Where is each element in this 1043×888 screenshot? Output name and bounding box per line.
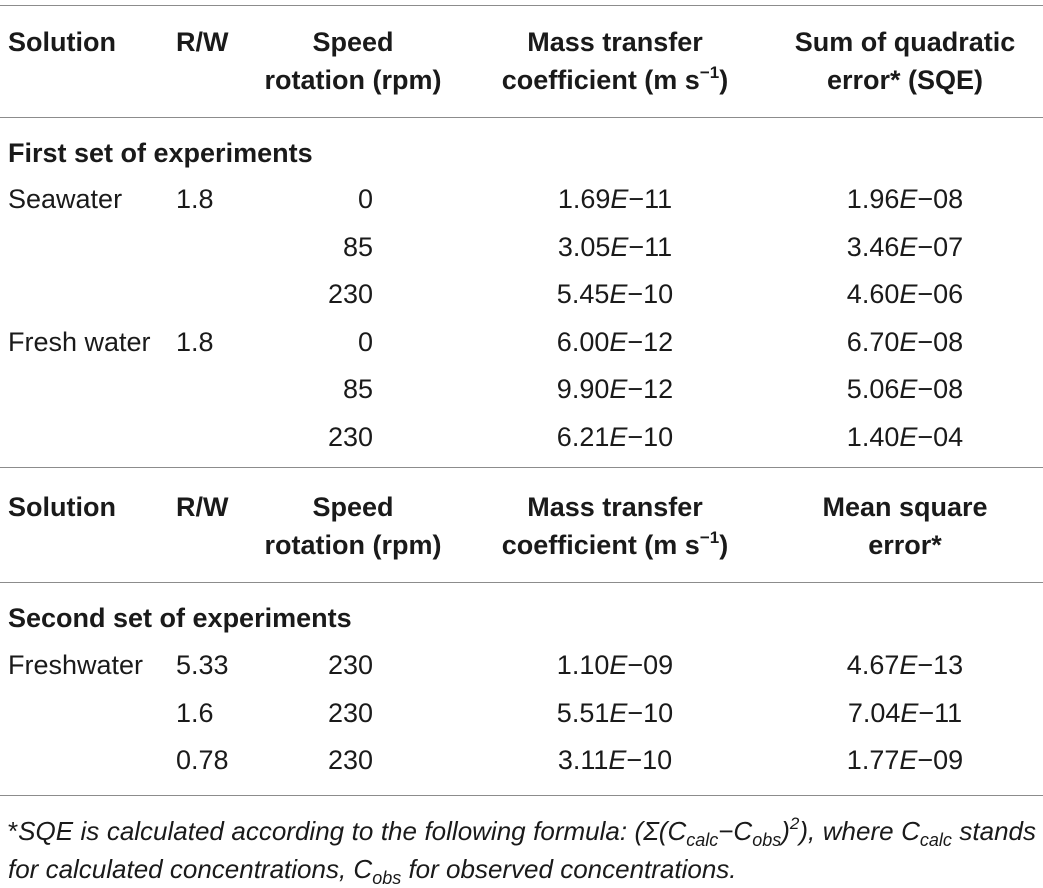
header2-speed-line1: Speed [312, 492, 394, 522]
header1-rw: R/W [176, 27, 229, 57]
row-rw: 1.8 [176, 326, 214, 357]
header1-solution: Solution [8, 27, 116, 57]
row-speed: 230 [327, 422, 373, 452]
row-mass-transfer: 3.11E−10 [557, 745, 673, 775]
row-mass-transfer: 1.10E−09 [556, 650, 674, 680]
section2-title: Second set of experiments [8, 603, 352, 633]
row-mass-transfer: 6.21E−10 [556, 422, 674, 452]
header1-mtc-line2: coefficient (m $s^{-1}$) [501, 63, 729, 95]
row-solution: Fresh water [8, 326, 151, 357]
row-speed: 230 [327, 279, 373, 310]
row-solution: Seawater [8, 184, 123, 214]
row-speed: 85 [342, 374, 373, 405]
row-rw: 0.78 [176, 745, 229, 775]
row-mass-transfer: 3.05E−11 [557, 231, 673, 262]
row-mass-transfer: 5.51E−10 [556, 697, 674, 728]
row-solution: Freshwater [8, 650, 144, 680]
header2-mtc-line2: coefficient (m $s^{-1}$) [501, 528, 729, 560]
row-mass-transfer: 5.45E−10 [556, 279, 674, 310]
row-error: 5.06E−08 [846, 374, 964, 405]
row-error: 1.77E−09 [846, 745, 964, 775]
footnote: *SQE is calculated according to the following formula: $(\Sigma(C_{calc}-C_{obs})^2)$, where $C_{calc}$ stands for calculated concentrations, $C_{obs}$ for observed concentrations. [8, 814, 1036, 888]
header2-mtc-line1: Mass transfer [527, 492, 703, 522]
row-error: 1.40E−04 [846, 422, 964, 452]
row-error: 4.60E−06 [846, 279, 964, 310]
header2-error-line2: error* [868, 530, 942, 560]
row-error: 7.04E−11 [847, 697, 963, 728]
row-speed: 230 [327, 745, 373, 775]
row-speed: 0 [357, 326, 373, 357]
row-rw: 5.33 [176, 650, 229, 680]
header2-error-line1: Mean square [822, 492, 988, 522]
header2-speed-line2: rotation (rpm) [264, 530, 442, 560]
footnote-star: * [8, 816, 19, 846]
row-mass-transfer: 1.69E−11 [557, 184, 673, 214]
header1-mtc-line1: Mass transfer [527, 27, 703, 57]
row-error: 3.46E−07 [846, 231, 964, 262]
section1-end-rule [0, 467, 1043, 468]
row-mass-transfer: 6.00E−12 [556, 326, 674, 357]
row-error: 1.96E−08 [846, 184, 964, 214]
row-mass-transfer: 9.90E−12 [556, 374, 674, 405]
header1-speed-line2: rotation (rpm) [264, 65, 442, 95]
top-rule [0, 5, 1043, 6]
row-rw: 1.6 [176, 697, 214, 728]
header1-error-line2: error* (SQE) [826, 65, 984, 95]
row-rw: 1.8 [176, 184, 214, 214]
section1-title: First set of experiments [8, 138, 313, 168]
header2-rw: R/W [176, 492, 229, 522]
table-bottom-rule [0, 795, 1043, 796]
row-speed: 0 [357, 184, 373, 214]
header1-rule [0, 117, 1043, 118]
row-speed: 230 [327, 650, 373, 680]
header2-rule [0, 582, 1043, 583]
header1-speed-line1: Speed [312, 27, 394, 57]
row-error: 4.67E−13 [846, 650, 964, 680]
header2-solution: Solution [8, 492, 116, 522]
row-error: 6.70E−08 [846, 326, 964, 357]
row-speed: 85 [342, 231, 373, 262]
header1-error-line1: Sum of quadratic [794, 27, 1016, 57]
row-speed: 230 [327, 697, 373, 728]
